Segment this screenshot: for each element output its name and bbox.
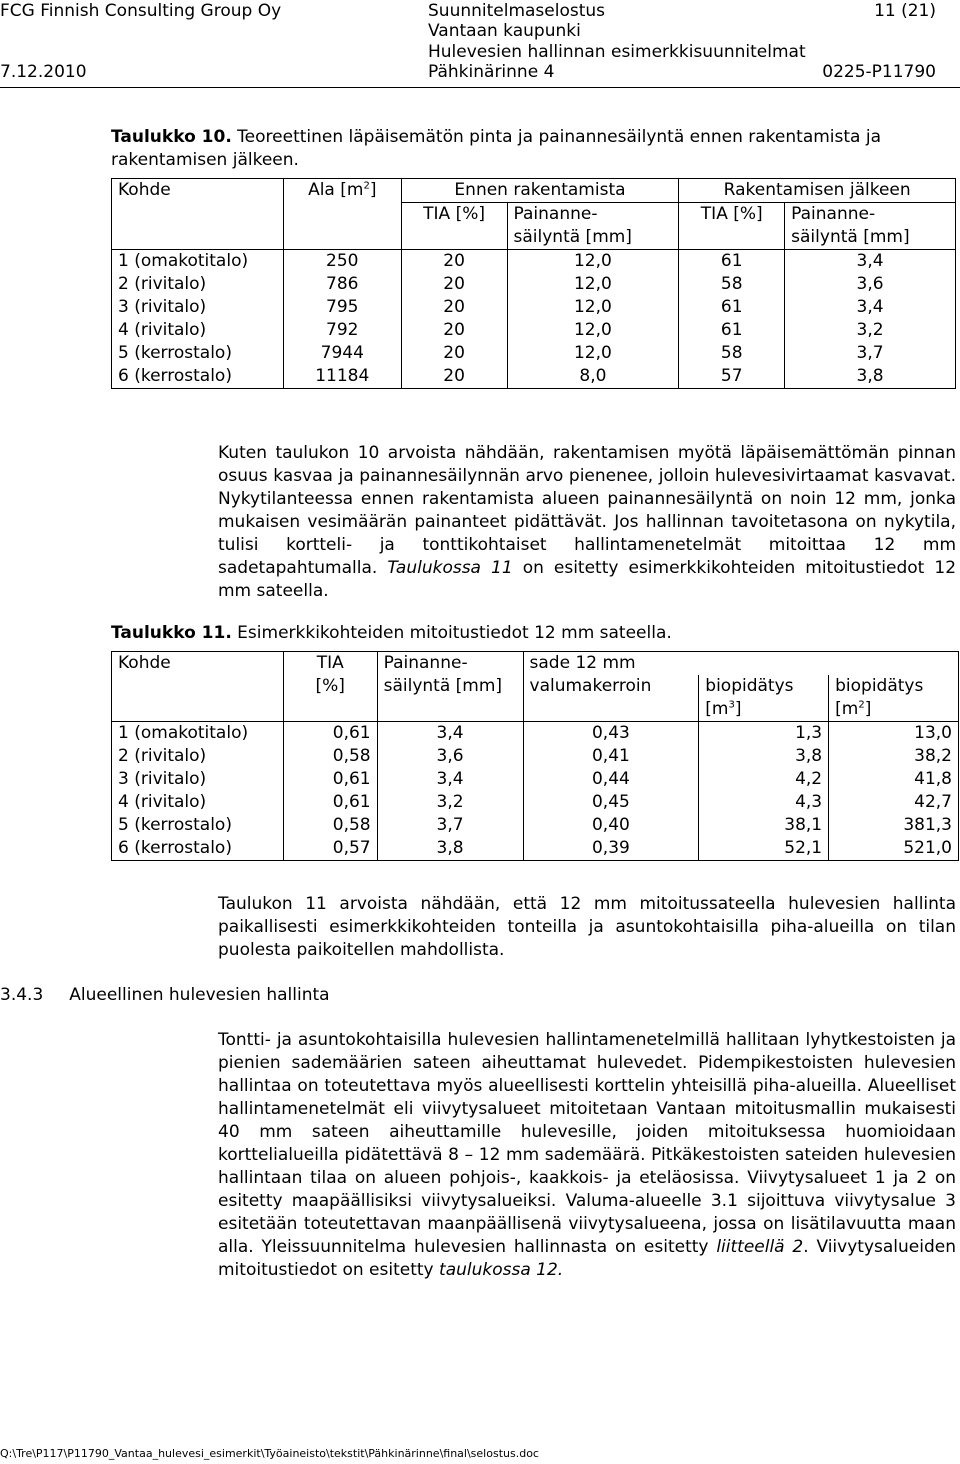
table10-cell-tia-after: 61 (679, 250, 785, 274)
table11-cell-kohde: 2 (rivitalo) (112, 745, 284, 768)
table-row (112, 365, 956, 389)
table10-header-pain-after (785, 203, 956, 250)
table10-cell-tia-before: 20 (401, 273, 507, 296)
table10-header-before: Ennen rakentamista (401, 179, 679, 203)
table11-cell-bio-m2: 13,0 (829, 722, 959, 746)
paragraph-regional-management (218, 1029, 956, 1282)
table10-header-after: Rakentamisen jälkeen (679, 179, 956, 203)
table10-cell-pain-before: 12,0 (507, 319, 679, 342)
table10-cell-kohde: 2 (rivitalo) (112, 273, 284, 296)
table11-header-bio-m3-l1: biopidätys (705, 676, 794, 696)
table10-header-ala-sup: 2 (363, 180, 370, 192)
paragraph-table11-analysis: Taulukon 11 arvoista nähdään, että 12 mm mitoitussateella hulevesien hallinta paikallisesti esimerkkikohteiden tonteilla ja asuntokohtaisilla piha-alueilla on tilan puolesta paikoitellen mahdollista. (218, 894, 956, 960)
table10-cell-ala: 11184 (283, 365, 401, 389)
table10-header-ala (283, 179, 401, 250)
table11-cell-pain: 3,2 (377, 791, 523, 814)
table11-cell-bio-m3: 4,2 (699, 768, 829, 791)
table10-cell-kohde: 6 (kerrostalo) (112, 365, 284, 389)
table11-cell-pain: 3,4 (377, 768, 523, 791)
table11-cell-bio-m3: 3,8 (699, 745, 829, 768)
table10-cell-tia-before: 20 (401, 342, 507, 365)
table11-cell-pain: 3,7 (377, 814, 523, 837)
table10-cell-kohde: 1 (omakotitalo) (112, 250, 284, 274)
para1-text-b: on esitetty esimerkkikohteiden mitoitustiedot 12 mm sateella. (218, 558, 957, 601)
table11-cell-kohde: 6 (kerrostalo) (112, 837, 284, 861)
table11-cell-kohde: 5 (kerrostalo) (112, 814, 284, 837)
table11-cell-bio-m2: 381,3 (829, 814, 959, 837)
table-row (112, 837, 959, 861)
table11-cell-tia: 0,61 (283, 768, 377, 791)
table11-header-tia-l2: [%] (315, 676, 345, 696)
table-row (112, 745, 959, 768)
table11-header-bio-m3-unit (705, 698, 822, 721)
table11-cell-valuma: 0,39 (523, 837, 699, 861)
table11-cell-bio-m2: 38,2 (829, 745, 959, 768)
section-heading (0, 984, 330, 1007)
table-row (112, 319, 956, 342)
table10-header-pain-after-l2: säilyntä [mm] (791, 227, 910, 247)
table11-header-tia-l1: TIA (316, 653, 344, 673)
table11-cell-bio-m3: 38,1 (699, 814, 829, 837)
table11-header-tia (283, 652, 377, 722)
table10-cell-tia-after: 57 (679, 365, 785, 389)
table11-cell-bio-m3: 1,3 (699, 722, 829, 746)
table10-cell-ala: 795 (283, 296, 401, 319)
table11-cell-bio-m3: 4,3 (699, 791, 829, 814)
table-row (112, 722, 959, 746)
table-row (112, 296, 956, 319)
table-row (112, 768, 959, 791)
table-row (112, 791, 959, 814)
table11-header-bio-m2 (829, 675, 959, 722)
table11-cell-kohde: 1 (omakotitalo) (112, 722, 284, 746)
table11-header-pain-l2: säilyntä [mm] (383, 676, 503, 696)
para3-appendix-reference: liitteellä 2 (716, 1237, 804, 1257)
header-project: Hulevesien hallinnan esimerkkisuunnitelmat (428, 42, 806, 62)
table11-cell-bio-m2: 41,8 (829, 768, 959, 791)
table11-cell-kohde: 3 (rivitalo) (112, 768, 284, 791)
table10-cell-pain-after: 3,7 (785, 342, 956, 365)
table11-header-kohde: Kohde (112, 652, 284, 722)
table11-header-row-1 (112, 652, 959, 676)
table10-header-tia-before: TIA [%] (401, 203, 507, 250)
header-client: Vantaan kaupunki (428, 21, 581, 41)
header-page-number: 11 (21) (874, 1, 936, 21)
table11-cell-pain: 3,6 (377, 745, 523, 768)
table10-cell-pain-before: 12,0 (507, 342, 679, 365)
table10-cell-pain-after: 3,6 (785, 273, 956, 296)
table10-cell-ala: 250 (283, 250, 401, 274)
table10-cell-kohde: 3 (rivitalo) (112, 296, 284, 319)
table10-caption (111, 126, 951, 172)
para3-text-a: Tontti- ja asuntokohtaisilla hulevesien hallintamenetelmillä hallitaan lyhytkestoisten ja pienien sademäärien sateen aiheuttamat hulevedet. Pidempikestoisten hulevesien hallintaa on toteutettava myös alueellisesti korttelin yhteisillä piha-alueilla. Alueelliset hallintamenetelmät eli viivytysalueet mitoitetaan Vantaan mitoitusmallin mukaisesti 40 mm sateen aiheuttamille hulevesille, joiden mitoituksessa huomioidaan korttelialueilla pidätettävä 8 – 12 mm sademäärä. Pitkäkestoisten sateiden hulevesien hallintaan tilaa on alueen pohjois-, kaakkois- ja eteläosissa. Viivytysalueet 1 ja 2 on esitetty maapäällisiksi viivytysalueiksi. Valuma-alueelle 3.1 sijoittuva viivytysalue 3 esitetään toteutettavan maanpäällisenä viivytysalueena, jossa on lisätilavuutta maan alla. Yleissuunnitelma hulevesien hallinnasta on esitetty (218, 1030, 956, 1257)
table10-cell-tia-before: 20 (401, 319, 507, 342)
table10-cell-pain-before: 8,0 (507, 365, 679, 389)
table11-header-bio-m2-text: [m (835, 699, 859, 719)
table11-cell-valuma: 0,40 (523, 814, 699, 837)
table-row (112, 250, 956, 274)
table11-header-bio-m3 (699, 675, 829, 722)
table11-cell-bio-m2: 42,7 (829, 791, 959, 814)
table10-caption-text: Teoreettinen läpäisemätön pinta ja painannesäilyntä ennen rakentamista ja rakentamisen jälkeen. (111, 127, 882, 170)
table10-cell-ala: 792 (283, 319, 401, 342)
table10-cell-tia-after: 61 (679, 296, 785, 319)
table10-header-tia-after: TIA [%] (679, 203, 785, 250)
table11-cell-valuma: 0,44 (523, 768, 699, 791)
table10-cell-tia-after: 58 (679, 342, 785, 365)
table11-header-bio-m2-unit (835, 698, 952, 721)
table11-header-bio-m3-close: ] (734, 699, 742, 719)
table10-cell-pain-after: 3,4 (785, 250, 956, 274)
table10-cell-pain-before: 12,0 (507, 296, 679, 319)
table11-cell-kohde: 4 (rivitalo) (112, 791, 284, 814)
table10-header-pain-before-l2: säilyntä [mm] (513, 227, 632, 247)
header-date: 7.12.2010 (0, 62, 87, 82)
table-11 (111, 651, 959, 861)
header-project-code: 0225-P11790 (822, 62, 936, 82)
header-doc-type: Suunnitelmaselostus (428, 1, 606, 21)
table10-cell-tia-after: 58 (679, 273, 785, 296)
para1-text-a: Kuten taulukon 10 arvoista nähdään, rakentamisen myötä läpäisemättömän pinnan osuus kasvaa ja painannesäilynnän arvo pienenee, jolloin hulevesivirtaamat kasvavat. Nykytilanteessa ennen rakentamista alueen painannesäilyntä on noin 12 mm, jonka mukaisen vesimäärän painanteet pidättävät. Jos hallinnan tavoitetasona on nykytila, tulisi kortteli- ja tonttikohtaiset hallintamenetelmät mitoittaa 12 mm sadetapahtumalla. (218, 443, 956, 578)
table10-header-pain-before-l1: Painanne- (513, 204, 598, 224)
table11-header-pain-l1: Painanne- (383, 653, 468, 673)
table10-cell-kohde: 5 (kerrostalo) (112, 342, 284, 365)
table10-header-ala-text: Ala [m (308, 180, 364, 200)
table10-cell-pain-after: 3,2 (785, 319, 956, 342)
table10-header-kohde: Kohde (112, 179, 284, 250)
table11-cell-tia: 0,61 (283, 722, 377, 746)
table11-cell-tia: 0,58 (283, 814, 377, 837)
table10-cell-tia-before: 20 (401, 365, 507, 389)
paragraph-table10-analysis (218, 442, 956, 603)
header-rule (0, 87, 960, 88)
para1-table-reference: Taulukossa 11 (387, 558, 513, 578)
header-company: FCG Finnish Consulting Group Oy (0, 1, 282, 21)
table10-cell-ala: 786 (283, 273, 401, 296)
section-title: Alueellinen hulevesien hallinta (69, 985, 330, 1005)
table11-cell-valuma: 0,43 (523, 722, 699, 746)
table10-cell-tia-before: 20 (401, 250, 507, 274)
table10-cell-kohde: 4 (rivitalo) (112, 319, 284, 342)
table10-cell-tia-after: 61 (679, 319, 785, 342)
table10-caption-label: Taulukko 10. (111, 127, 232, 147)
table11-caption-text: Esimerkkikohteiden mitoitustiedot 12 mm sateella. (231, 623, 672, 643)
table11-caption (111, 622, 672, 645)
table-row (112, 273, 956, 296)
table10-header-ala-end: ] (369, 180, 377, 200)
table11-cell-tia: 0,57 (283, 837, 377, 861)
table10-header-row-1 (112, 179, 956, 203)
table11-header-bio-m2-l1: biopidätys (835, 676, 924, 696)
table11-cell-tia: 0,58 (283, 745, 377, 768)
footer-file-path: Q:\Tre\P117\P11790_Vantaa_hulevesi_esimerkit\Työaineisto\tekstit\Pähkinärinne\final\selostus.doc (0, 1447, 539, 1460)
table11-header-sade: sade 12 mm (523, 652, 958, 676)
table11-header-bio-m3-sup: 3 (728, 699, 735, 711)
header-site: Pähkinärinne 4 (428, 62, 555, 82)
table11-cell-valuma: 0,45 (523, 791, 699, 814)
para3-text-b: . Viivytysalueiden mitoitustiedot on esitetty (218, 1237, 956, 1280)
table10-header-pain-before (507, 203, 679, 250)
table10-cell-pain-before: 12,0 (507, 273, 679, 296)
table-10 (111, 178, 956, 389)
table11-header-valuma: valumakerroin (523, 675, 699, 722)
table10-cell-pain-after: 3,8 (785, 365, 956, 389)
table11-cell-tia: 0,61 (283, 791, 377, 814)
table11-header-bio-m2-close: ] (864, 699, 872, 719)
table-row (112, 342, 956, 365)
table11-cell-bio-m2: 521,0 (829, 837, 959, 861)
table11-cell-valuma: 0,41 (523, 745, 699, 768)
table11-header-bio-m2-sup: 2 (858, 699, 865, 711)
section-number: 3.4.3 (0, 985, 44, 1005)
para3-table-reference: taulukossa 12. (439, 1260, 564, 1280)
table10-cell-pain-after: 3,4 (785, 296, 956, 319)
table10-cell-tia-before: 20 (401, 296, 507, 319)
table10-header-pain-after-l1: Painanne- (791, 204, 876, 224)
table-row (112, 814, 959, 837)
table11-cell-pain: 3,8 (377, 837, 523, 861)
table10-cell-pain-before: 12,0 (507, 250, 679, 274)
table11-caption-label: Taulukko 11. (111, 623, 232, 643)
table11-header-pain (377, 652, 523, 722)
table10-cell-ala: 7944 (283, 342, 401, 365)
table11-cell-bio-m3: 52,1 (699, 837, 829, 861)
table11-cell-pain: 3,4 (377, 722, 523, 746)
table11-header-bio-m3-text: [m (705, 699, 729, 719)
